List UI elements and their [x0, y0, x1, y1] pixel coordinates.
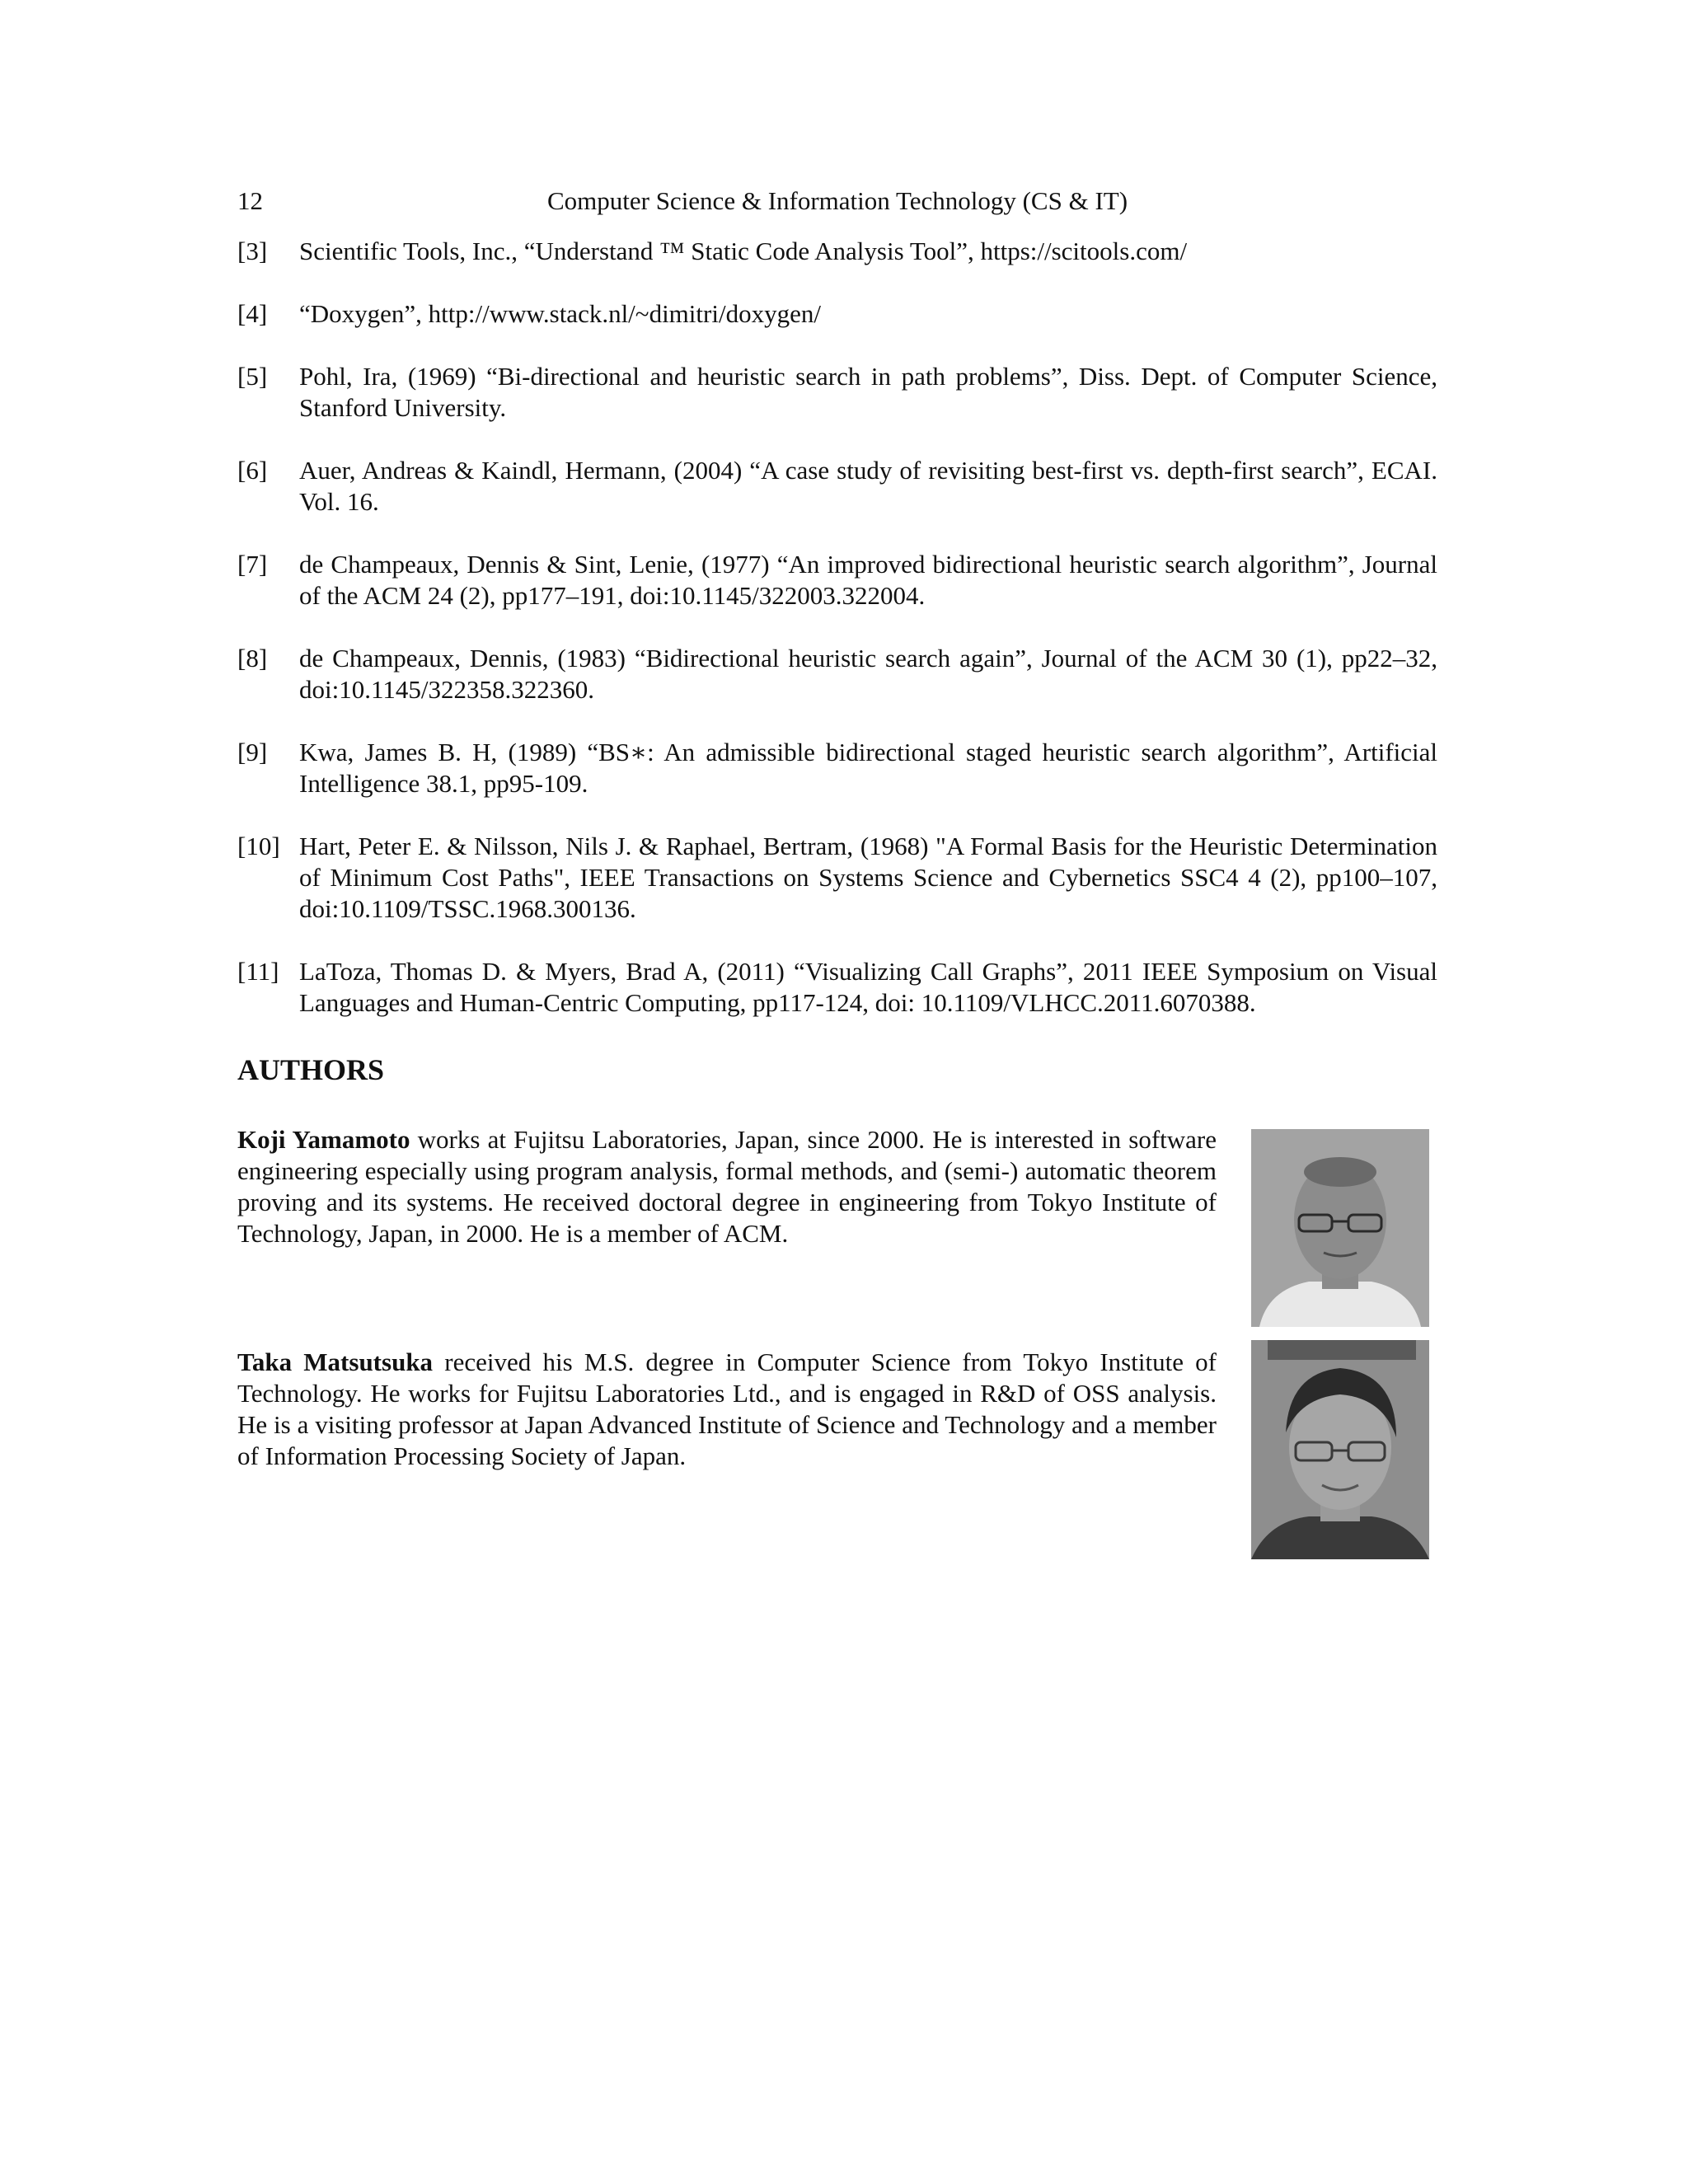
reference-number: [3] [237, 237, 268, 265]
reference-item [237, 737, 1437, 799]
author-bio-text: works at Fujitsu Laboratories, Japan, since 2000. He is interested in software engineering especially using program analysis, formal methods, and (semi-) automatic theorem proving and its systems. He received doctoral degree in engineering from Tokyo Institute of Technology, Japan, in 2000. He is a member of ACM. [237, 1125, 1217, 1248]
reference-item [237, 236, 1437, 267]
reference-item [237, 455, 1437, 518]
reference-text: “Doxygen”, http://www.stack.nl/~dimitri/doxygen/ [299, 299, 821, 328]
reference-number: [4] [237, 299, 268, 328]
author-bio-text: received his M.S. degree in Computer Science from Tokyo Institute of Technology. He works for Fujitsu Laboratories Ltd., and is engaged in R&D of OSS analysis. He is a visiting professor at Japan Advanced Institute of Science and Technology and a member of Information Processing Society of Japan. [237, 1347, 1217, 1470]
reference-text: Auer, Andreas & Kaindl, Hermann, (2004) “A case study of revisiting best-first vs. depth-first search”, ECAI. Vol. 16. [299, 456, 1437, 516]
reference-text: de Champeaux, Dennis & Sint, Lenie, (1977) “An improved bidirectional heuristic search algorithm”, Journal of the ACM 24 (2), pp177–191, doi:10.1145/322003.322004. [299, 550, 1437, 610]
reference-text: LaToza, Thomas D. & Myers, Brad A, (2011) “Visualizing Call Graphs”, 2011 IEEE Symposium on Visual Languages and Human-Centric Computing, pp117-124, doi: 10.1109/VLHCC.2011.6070388. [299, 957, 1437, 1017]
reference-item [237, 361, 1437, 424]
author-name: Koji Yamamoto [237, 1125, 410, 1154]
author-photo [1251, 1129, 1429, 1327]
reference-item [237, 549, 1437, 612]
reference-number: [7] [237, 550, 268, 579]
reference-item [237, 956, 1437, 1019]
page-header [237, 183, 1437, 219]
author-bio [237, 1347, 1217, 1472]
reference-item [237, 298, 1437, 330]
author-name: Taka Matsutsuka [237, 1347, 434, 1376]
reference-number: [8] [237, 644, 268, 673]
reference-text: Scientific Tools, Inc., “Understand ™ Static Code Analysis Tool”, https://scitools.com/ [299, 237, 1188, 265]
reference-text: Pohl, Ira, (1969) “Bi-directional and heuristic search in path problems”, Diss. Dept. of Computer Science, Stanford University. [299, 362, 1437, 422]
reference-item [237, 831, 1437, 925]
running-title: Computer Science & Information Technology (CS & IT) [546, 186, 1128, 215]
reference-number: [9] [237, 738, 268, 766]
author-portrait-icon [1251, 1129, 1429, 1327]
reference-number: [6] [237, 456, 268, 485]
page-number: 12 [237, 186, 263, 215]
reference-text: Kwa, James B. H, (1989) “BS∗: An admissible bidirectional staged heuristic search algorithm”, Artificial Intelligence 38.1, pp95-109. [299, 738, 1437, 798]
authors-heading: AUTHORS [237, 1053, 385, 1086]
author-portrait-icon [1251, 1340, 1429, 1559]
author-photo [1251, 1340, 1429, 1559]
reference-number: [5] [237, 362, 268, 391]
reference-number: [11] [237, 957, 279, 986]
reference-list [237, 236, 1437, 1050]
reference-text: de Champeaux, Dennis, (1983) “Bidirectional heuristic search again”, Journal of the ACM 30 (1), pp22–32, doi:10.1145/322358.322360. [299, 644, 1437, 704]
reference-item [237, 643, 1437, 705]
reference-number: [10] [237, 832, 280, 860]
author-bio [237, 1124, 1217, 1249]
reference-text: Hart, Peter E. & Nilsson, Nils J. & Raphael, Bertram, (1968) "A Formal Basis for the Heuristic Determination of Minimum Cost Paths", IEEE Transactions on Systems Science and Cybernetics SSC4 4 (2), pp100–107, doi:10.1109/TSSC.1968.300136. [299, 832, 1437, 923]
